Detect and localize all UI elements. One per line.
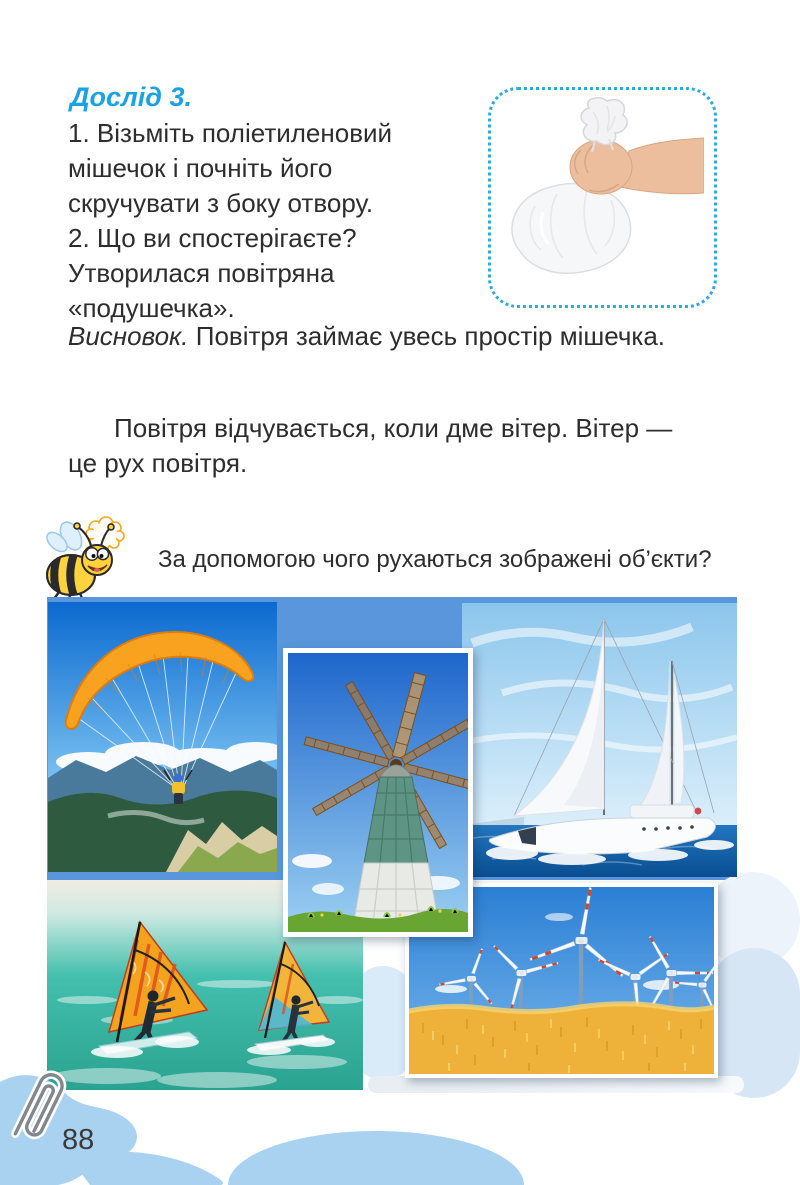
conclusion-label: Висновок. [68, 321, 189, 351]
hand-with-bag-image [497, 94, 704, 295]
cloud-shape [368, 1076, 744, 1093]
paraglider-photo [48, 602, 277, 872]
conclusion-text: Повітря займає увесь простір мішечка. [195, 321, 666, 351]
bee-question-text: За допомогою чого рухаються зображені об’єкти? [158, 546, 712, 573]
sailboat-image [462, 603, 737, 877]
wind-paragraph-line: Повітря відчувається, коли дме вітер. Вітер — [114, 413, 673, 443]
windmill-photo [283, 648, 473, 937]
step-line: 2. Що ви спостерігаєте? [68, 223, 357, 253]
sailboat-photo [462, 603, 737, 877]
page-number: 88 [62, 1124, 95, 1156]
paraglider-image [48, 602, 277, 872]
experiment-steps [68, 116, 392, 326]
step-line: мішечок і почніть його [68, 153, 333, 183]
step-line: «подушечка». [68, 293, 235, 323]
step-line: Утворилася повітряна [68, 258, 335, 288]
windmill-image [288, 653, 468, 932]
step-line: 1. Візьміть поліетиленовий [68, 118, 393, 148]
bee-mascot [44, 514, 126, 604]
experiment-photo-frame [488, 87, 717, 308]
experiment-conclusion [68, 321, 665, 352]
experiment-title: Дослід 3. [70, 82, 193, 112]
step-line: скручувати з боку отвору. [68, 188, 374, 218]
wind-paragraph-line: це рух повітря. [68, 448, 248, 478]
bee-mascot-icon [44, 514, 126, 604]
